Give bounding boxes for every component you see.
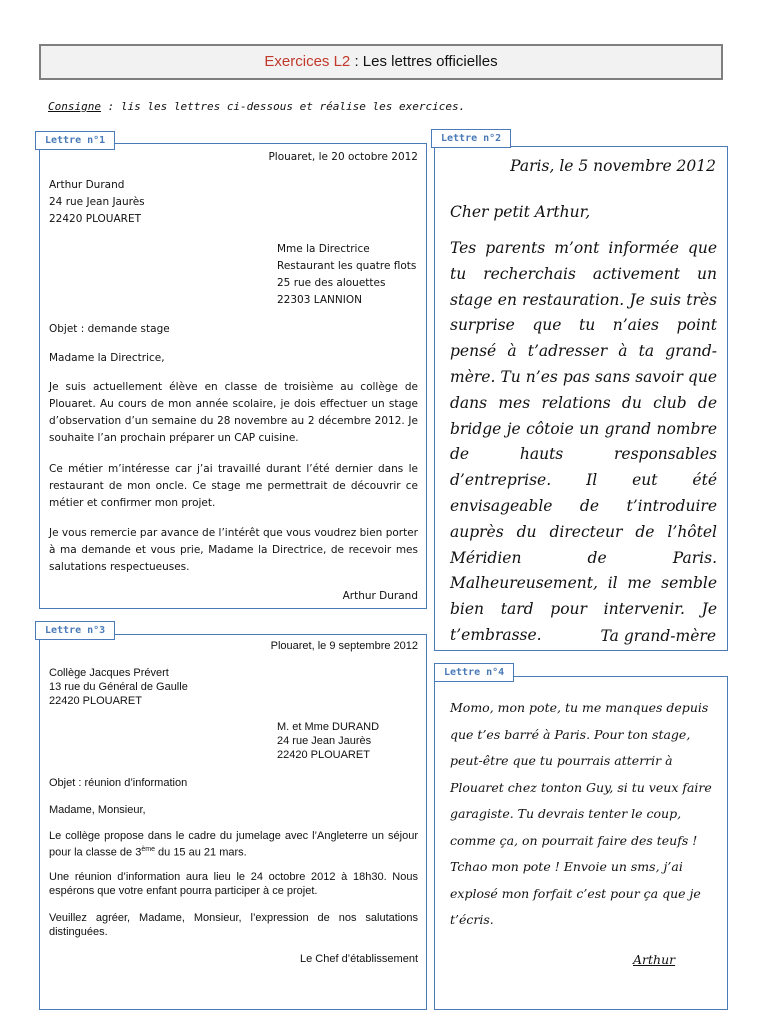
letter-3-para2: Une réunion d’information aura lieu le 24 octobre 2012 à 18h30. Nous espérons que votre enfant pourra participer à ce projet.: [49, 871, 418, 897]
letter-3-recipient: [277, 720, 379, 762]
page-title: [39, 44, 723, 80]
letter-1-salutation: Madame la Directrice,: [49, 352, 165, 364]
letter-3-sender: [49, 666, 188, 708]
letter-2-signature: Ta grand-mère: [600, 627, 716, 645]
title-exercices: Exercices L2: [264, 53, 351, 70]
sender-city: 22420 PLOUARET: [49, 213, 142, 225]
letter-1-signature: Arthur Durand: [342, 590, 418, 602]
sender-street: 24 rue Jean Jaurès: [49, 196, 145, 208]
sender-name: Collège Jacques Prévert: [49, 667, 169, 679]
letter-3-objet: Objet : réunion d’information: [49, 777, 188, 789]
consigne-label: Consigne: [48, 100, 101, 113]
letter-3-para3: Veuillez agréer, Madame, Monsieur, l’expression de nos salutations distinguées.: [49, 912, 418, 938]
letter-2-salutation: Cher petit Arthur,: [450, 203, 591, 221]
letter-1-date: Plouaret, le 20 octobre 2012: [268, 151, 418, 163]
recipient-city: 22420 PLOUARET: [277, 749, 370, 761]
letter-3-date: Plouaret, le 9 septembre 2012: [270, 640, 418, 652]
para1-text-a: Le collège propose dans le cadre du jumelage avec l’Angleterre un séjour pour la classe de 3: [49, 830, 418, 859]
recipient-name: Mme la Directrice: [277, 243, 370, 255]
recipient-street: 25 rue des alouettes: [277, 277, 386, 289]
letter-3-para1: [49, 829, 418, 860]
consigne-text: : lis les lettres ci-dessous et réalise les exercices.: [100, 100, 466, 113]
letter-2-date: Paris, le 5 novembre 2012: [510, 157, 716, 175]
letter-1-tag: Lettre n°1: [35, 131, 115, 150]
recipient-name: M. et Mme DURAND: [277, 721, 380, 733]
letter-1-sender: [49, 177, 145, 228]
consigne: [48, 100, 465, 113]
letter-2-tag: Lettre n°2: [431, 129, 511, 148]
letter-4-tag: Lettre n°4: [434, 663, 514, 682]
para1-text-b: du 15 au 21 mars.: [154, 846, 247, 859]
letter-3-signature: Le Chef d’établissement: [299, 953, 418, 965]
letter-3-salutation: Madame, Monsieur,: [49, 804, 146, 816]
letter-1-para3: Je vous remercie par avance de l’intérêt que vous voudrez bien porter à ma demande et vous prie, Madame la Directrice, de recevoir mes salutations respectueuses.: [49, 527, 418, 573]
letter-1-para2: Ce métier m’intéresse car j’ai travaillé durant l’été dernier dans le restaurant de mon oncle. Ce stage me permettrait de découvrir ce métier et confirmer mon projet.: [49, 463, 418, 509]
recipient-company: Restaurant les quatre flots: [277, 260, 417, 272]
title-subject: : Les lettres officielles: [350, 53, 498, 70]
recipient-street: 24 rue Jean Jaurès: [277, 735, 372, 747]
letter-4-signature: Arthur: [633, 952, 676, 967]
sender-city: 22420 PLOUARET: [49, 695, 142, 707]
letter-2-body: Tes parents m’ont informée que tu recherchais activement un stage en restauration. Je suis très surprise que tu n’aies point pensé à t’adresser à ta grand-mère. Tu n’es pas sans savoir que dans mes relations du club de bridge je côtoie un grand nombre de hauts responsables d’entreprise. Il eut été envisageable de t’introduire auprès du directeur de l’hôtel Méridien de Paris. Malheureusement, il me semble bien tard pour intervenir. Je t’embrasse.: [450, 239, 717, 644]
sender-street: 13 rue du Général de Gaulle: [49, 681, 188, 693]
recipient-city: 22303 LANNION: [277, 294, 362, 306]
letter-1-objet: Objet : demande stage: [49, 323, 170, 335]
letter-3-tag: Lettre n°3: [35, 621, 115, 640]
letter-1-para1: Je suis actuellement élève en classe de troisième au collège de Plouaret. Au cours de mon année scolaire, je dois effectuer un stage d’observation d’un semaine du 28 novembre au 2 décembre 2012. Je souhaite l’an prochain préparer un CAP cuisine.: [49, 381, 418, 444]
para1-superscript: ème: [141, 846, 155, 853]
letter-4-body: Momo, mon pote, tu me manques depuis que t’es barré à Paris. Pour ton stage, peut-être que tu pourrais atterrir à Plouaret chez tonton Guy, si tu veux faire garagiste. Tu devrais tenter le coup, comme ça, on pourrait faire des teufs ! Tchao mon pote ! Envoie un sms, j’ai explosé mon forfait c’est pour ça que je t’écris.: [450, 700, 712, 927]
letter-1-recipient: [277, 241, 416, 309]
sender-name: Arthur Durand: [49, 179, 125, 191]
